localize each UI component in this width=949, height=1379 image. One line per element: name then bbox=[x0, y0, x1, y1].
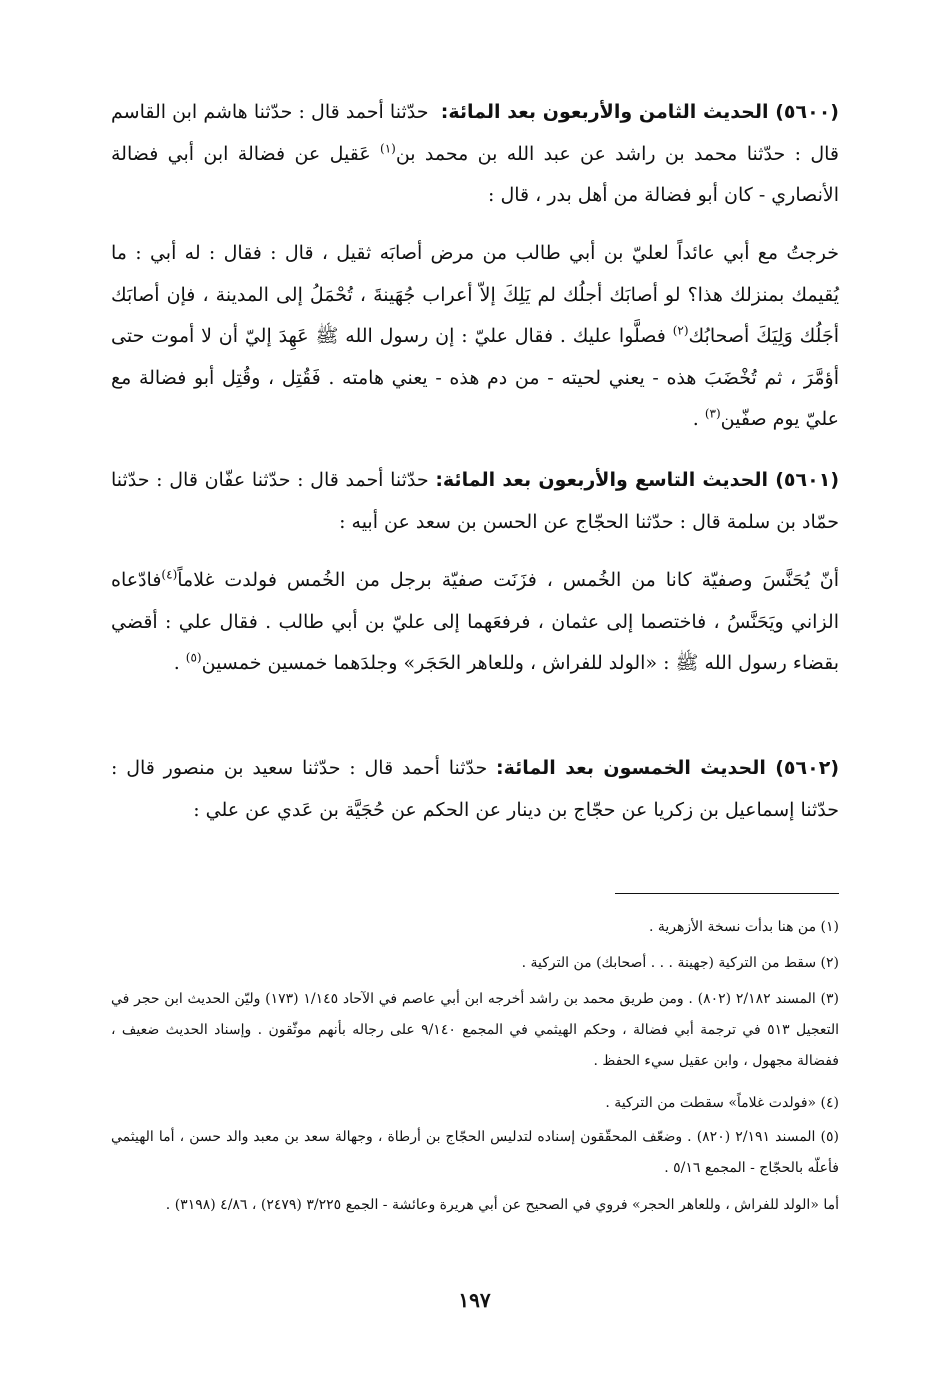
page-number: ١٩٧ bbox=[458, 1288, 491, 1312]
hadith-5600-text-b: فصلَّوا عليك . فقال عليّ : إن رسول الله ﷺ عَهِدَ إليّ أن لا أموت حتى أؤمَّرَ ، ثم تُخْضَبَ هذه - يعني لحيته - من دم هذه - يعني هامته . فَقُتِل ، وقُتِل أبو فضالة مع عليّ يوم صفّين bbox=[111, 325, 839, 430]
hadith-5601-isnad bbox=[111, 460, 839, 543]
footnote-ref-4: (٤) bbox=[161, 567, 178, 582]
hadith-5600-text bbox=[111, 233, 839, 441]
hadith-5600-isnad-a: حدّثنا أحمد قال : حدّثنا هاشم ابن القاسم قال : حدّثنا محمد بن راشد عن عبد الله بن محمد بن bbox=[111, 101, 839, 165]
hadith-5600-text-end: . bbox=[692, 408, 705, 430]
hadith-5600-heading: (٥٦٠٠) الحديث الثامن والأربعون بعد المائة: bbox=[440, 101, 839, 123]
hadith-5600-isnad-b: عَقيل عن فضالة ابن أبي فضالة الأنصاري - كان أبو فضالة من أهل بدر ، قال : bbox=[111, 142, 839, 206]
hadith-5601-text-a: أنّ يُحَنَّسَ وصفيّة كانا من الخُمس ، فزَنَت صفيّة برجل من الخُمس فولدت غلاماً bbox=[177, 569, 839, 591]
hadith-5600-isnad bbox=[111, 92, 839, 217]
hadith-5602-heading: (٥٦٠٢) الحديث الخمسون بعد المائة: bbox=[496, 757, 839, 779]
footnote-5: (٥) المسند ٢/١٩١ (٨٢٠) . وضعّف المحقّقون إسناده لتدليس الحجّاج بن أرطاة ، وجهالة سعد بن معبد والد حسن ، أما الهيثمي فأعلّه بالحجّاج - المجمع ٥/١٦ . bbox=[111, 1129, 839, 1176]
footnote-4: (٤) «فولدت غلاماً» سقطت من التركية . bbox=[605, 1095, 839, 1111]
footnote-2: (٢) سقط من التركية (جهينة . . . أصحابك) من التركية . bbox=[521, 955, 839, 971]
hadith-5601-heading: (٥٦٠١) الحديث التاسع والأربعون بعد المائة: bbox=[435, 469, 839, 491]
hadith-5600-text-a: خرجتُ مع أبي عائداً لعليّ بن أبي طالب من مرض أصابَه ثقيل ، قال : فقال : له أبي : ما يُقيمك بمنزلك هذا؟ لو أصابَك أجلُك لم يَلِكَ إلاّ أعراب جُهَينةَ ، تُحْمَلُ إلى المدينة ، فإن أصابَك أجَلُك وَلِيَكَ أصحابُك bbox=[111, 242, 839, 347]
hadith-5601-text-b: فادّعاه الزاني ويَحَنَّسُ ، فاختصما إلى عثمان ، فرفعَهما إلى عليّ بن أبي طالب . فقال علي : أقضي بقضاء رسول الله ﷺ : «الولد للفراش ، وللعاهر الحَجَر» وجلدَهما خمسين خمسين bbox=[111, 569, 840, 674]
hadith-5601-text bbox=[111, 560, 839, 685]
footnote-ref-3: (٣) bbox=[704, 406, 721, 421]
footnote-1: (١) من هنا بدأت نسخة الأزهرية . bbox=[648, 919, 839, 935]
footnote-5-continuation: أما «الولد للفراش ، وللعاهر الحجر» فروي في الصحيح عن أبي هريرة وعائشة - الجمع ٣/٢٢٥ (٢٤٧٩) ، ٤/٨٦ (٣١٩٨) . bbox=[165, 1197, 839, 1213]
footnote-ref-1: (١) bbox=[380, 141, 396, 156]
footnote-ref-2: (٢) bbox=[672, 323, 689, 338]
footnote-ref-5: (٥) bbox=[185, 650, 202, 665]
hadith-5601-isnad-text: حدّثنا أحمد قال : حدّثنا عفّان قال : حدّثنا حمّاد بن سلمة قال : حدّثنا الحجّاج عن الحسن بن سعد عن أبيه : bbox=[111, 469, 839, 533]
footnote-separator bbox=[615, 893, 839, 894]
footnote-3: (٣) المسند ٢/١٨٢ (٨٠٢) . ومن طريق محمد بن راشد أخرجه ابن أبي عاصم في الآحاد ١/١٤٥ (١٧٣) وليّن الحديث ابن حجر في التعجيل ٥١٣ في ترجمة أبي فضالة ، وحكم الهيثمي في المجمع ٩/١٤٠ على رجاله بأنهم موثّقون . وإسناد الحديث ضعيف ، ففضالة مجهول ، وابن عقيل سيء الحفظ . bbox=[111, 991, 839, 1069]
hadith-5602-isnad-text: حدّثنا أحمد قال : حدّثنا سعيد بن منصور قال : حدّثنا إسماعيل بن زكريا عن حجّاج بن دينار عن الحكم عن حُجَيَّة بن عَدي عن علي : bbox=[111, 757, 839, 821]
hadith-5601-text-end: . bbox=[173, 652, 186, 674]
hadith-5602-isnad bbox=[111, 748, 839, 831]
